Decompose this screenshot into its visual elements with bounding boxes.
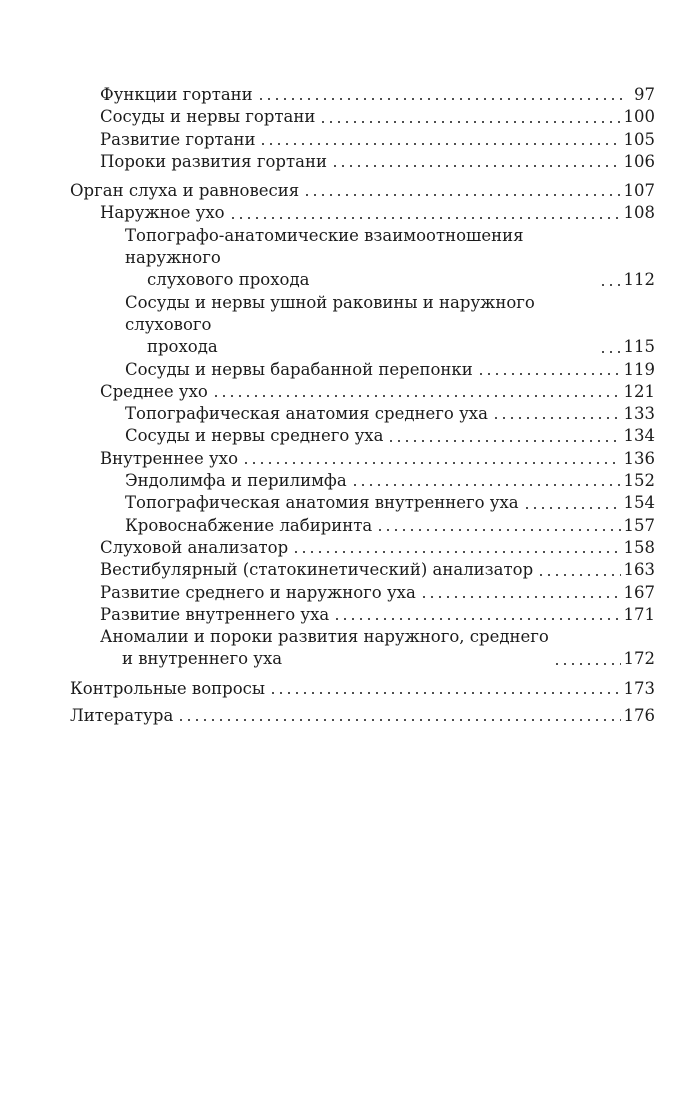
- toc-entry-title: Пороки развития гортани: [100, 151, 327, 171]
- toc-entry-title: [125, 225, 595, 292]
- dot-leader: [387, 439, 620, 443]
- dot-leader: [351, 483, 621, 487]
- toc-entry-title: Топографическая анатомия внутреннего уха: [125, 493, 519, 513]
- toc-entry-larynx-development: [70, 129, 655, 151]
- dot-leader: [420, 595, 621, 599]
- dot-leader: [537, 573, 620, 577]
- toc-entry-auricle-vessels-nerves: [70, 292, 655, 359]
- toc-entry-labyrinth-blood-supply: [70, 515, 655, 537]
- toc-entry-title-line1: Аномалии и пороки развития наружного, среднего: [100, 627, 549, 647]
- dot-leader: [269, 691, 620, 695]
- toc-entry-page: 107: [623, 181, 655, 201]
- dot-leader: [331, 164, 621, 168]
- toc-entry-title: Внутреннее ухо: [100, 448, 239, 468]
- toc-entry-page: 112: [623, 270, 655, 290]
- table-of-contents: [70, 84, 655, 727]
- dot-leader: [599, 283, 621, 287]
- toc-entry-inner-ear-topography: [70, 492, 655, 514]
- toc-entry-ear-canal-topography: [70, 225, 655, 292]
- toc-entry-title: Функции гортани: [100, 85, 253, 104]
- toc-entry-larynx-functions: [70, 84, 655, 106]
- toc-entry-page: 97: [634, 85, 655, 104]
- toc-entry-page: 157: [623, 515, 655, 535]
- toc-entry-page: 158: [623, 537, 655, 557]
- toc-entry-title: Литература: [70, 706, 174, 726]
- toc-entry-page: 171: [623, 604, 655, 624]
- toc-entry-page: 108: [623, 203, 655, 223]
- toc-entry-page: 134: [623, 426, 655, 446]
- toc-entry-auditory-analyzer: [70, 537, 655, 559]
- toc-entry-middle-ear-topography: [70, 403, 655, 425]
- toc-entry-hearing-balance-organ: [70, 180, 655, 202]
- dot-leader: [492, 416, 621, 420]
- toc-entry-vestibular-analyzer: [70, 559, 655, 581]
- toc-entry-title: Наружное ухо: [100, 203, 225, 223]
- toc-entry-title: Развитие среднего и наружного уха: [100, 582, 416, 602]
- dot-leader: [259, 142, 620, 146]
- toc-entry-title: Развитие гортани: [100, 129, 256, 149]
- toc-entry-page: 152: [623, 471, 655, 491]
- toc-entry-inner-ear: [70, 448, 655, 470]
- toc-entry-references: [70, 705, 655, 727]
- toc-entry-title: Орган слуха и равновесия: [70, 181, 300, 201]
- toc-entry-middle-outer-ear-development: [70, 582, 655, 604]
- dot-leader: [333, 617, 620, 621]
- toc-entry-inner-ear-development: [70, 604, 655, 626]
- dot-leader: [477, 372, 621, 376]
- dot-leader: [319, 120, 620, 124]
- toc-entry-title: [125, 292, 595, 359]
- toc-entry-page: 176: [623, 706, 655, 726]
- toc-entry-endolymph-perilymph: [70, 470, 655, 492]
- toc-entry-eardrum-vessels-nerves: [70, 359, 655, 381]
- dot-leader: [303, 193, 620, 197]
- toc-entry-page: 163: [623, 560, 655, 580]
- toc-entry-page: 121: [623, 381, 655, 401]
- toc-entry-title: Контрольные вопросы: [70, 678, 266, 698]
- toc-entry-title-line1: Сосуды и нервы ушной раковины и наружного слухового: [125, 292, 535, 334]
- toc-entry-review-questions: [70, 678, 655, 700]
- dot-leader: [177, 718, 620, 722]
- toc-entry-page: 136: [623, 448, 655, 468]
- dot-leader: [257, 97, 624, 101]
- toc-entry-title: Среднее ухо: [100, 381, 208, 401]
- toc-entry-middle-ear: [70, 381, 655, 403]
- toc-entry-page: 100: [623, 107, 655, 127]
- toc-entry-title: Слуховой анализатор: [100, 537, 289, 557]
- toc-entry-ear-anomalies: [70, 626, 655, 671]
- toc-entry-page: 119: [623, 359, 655, 379]
- dot-leader: [229, 216, 621, 220]
- toc-entry-page: 172: [623, 649, 655, 669]
- dot-leader: [523, 506, 621, 510]
- toc-entry-title: Вестибулярный (статокинетический) анализатор: [100, 560, 534, 580]
- toc-entry-page: 167: [623, 582, 655, 602]
- dot-leader: [212, 394, 621, 398]
- toc-entry-page: 115: [623, 337, 655, 357]
- toc-entry-title-line2: прохода: [147, 337, 218, 357]
- dot-leader: [242, 461, 620, 465]
- toc-entry-title: Развитие внутреннего уха: [100, 604, 330, 624]
- dot-leader: [292, 550, 620, 554]
- toc-entry-middle-ear-vessels-nerves: [70, 425, 655, 447]
- toc-entry-title-line1: Топографо-анатомические взаимоотношения наружного: [125, 225, 524, 268]
- toc-entry-title-line2: слухового прохода: [147, 270, 310, 290]
- toc-entry-title: Сосуды и нервы среднего уха: [125, 426, 384, 446]
- toc-entry-page: 173: [623, 678, 655, 698]
- toc-entry-page: 106: [623, 151, 655, 171]
- toc-entry-title: Кровоснабжение лабиринта: [125, 515, 373, 535]
- dot-leader: [599, 350, 621, 354]
- toc-entry-larynx-vessels-nerves: [70, 106, 655, 128]
- dot-leader: [553, 662, 621, 666]
- toc-entry-title: Сосуды и нервы гортани: [100, 107, 316, 127]
- toc-entry-title: Топографическая анатомия среднего уха: [125, 404, 488, 424]
- toc-entry-page: 105: [623, 129, 655, 149]
- toc-entry-page: 154: [623, 493, 655, 513]
- toc-entry-page: 133: [623, 404, 655, 424]
- toc-entry-outer-ear: [70, 202, 655, 224]
- toc-entry-title: Сосуды и нервы барабанной перепонки: [125, 359, 473, 379]
- toc-entry-title: Эндолимфа и перилимфа: [125, 471, 347, 491]
- toc-entry-title-line2: и внутреннего уха: [122, 649, 283, 669]
- toc-entry-larynx-malformations: [70, 151, 655, 173]
- toc-entry-title: [100, 626, 549, 671]
- dot-leader: [376, 528, 620, 532]
